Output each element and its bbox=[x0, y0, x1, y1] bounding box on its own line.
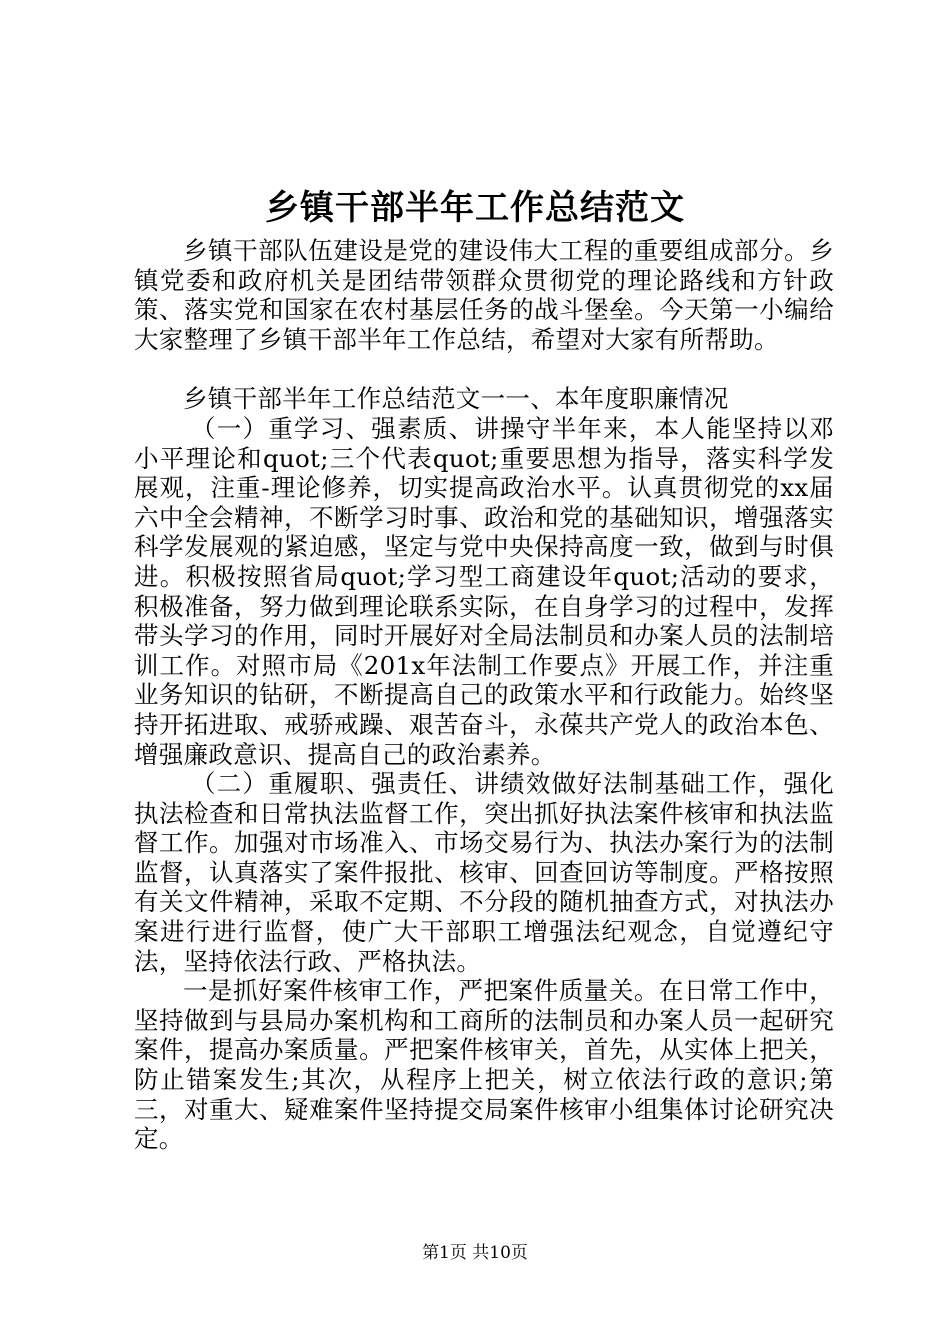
body-paragraph-3: 一是抓好案件核审工作，严把案件质量关。在日常工作中，坚持做到与县局办案机构和工商所的法制员和办案人员一起研究案件，提高办案质量。严把案件核审关，首先，从实体上把关，防止错案发生;其次，从程序上把关，树立依法行政的意识;第三，对重大、疑难案件坚持提交局案件核审小组集体讨论研究决定。 bbox=[134, 976, 834, 1154]
body-paragraph-1: （一）重学习、强素质、讲操守半年来，本人能坚持以邓小平理论和quot;三个代表quot;重要思想为指导，落实科学发展观，注重-理论修养，切实提高政治水平。认真贯彻党的xx届六中全会精神，不断学习时事、政治和党的基础知识，增强落实科学发展观的紧迫感，坚定与党中央保持高度一致，做到与时俱进。积极按照省局quot;学习型工商建设年quot;活动的要求，积极准备，努力做到理论联系实际，在自身学习的过程中，发挥带头学习的作用，同时开展好对全局法制员和办案人员的法制培训工作。对照市局《201x年法制工作要点》开展工作，并注重业务知识的钻研，不断提高自己的政策水平和行政能力。始终坚持开拓进取、戒骄戒躁、艰苦奋斗，永葆共产党人的政治本色、增强廉政意识、提高自己的政治素养。 bbox=[134, 413, 834, 769]
document-body bbox=[134, 236, 834, 1154]
intro-paragraph: 乡镇干部队伍建设是党的建设伟大工程的重要组成部分。乡镇党委和政府机关是团结带领群众贯彻党的理论路线和方针政策、落实党和国家在农村基层任务的战斗堡垒。今天第一小编给大家整理了乡镇干部半年工作总结，希望对大家有所帮助。 bbox=[134, 236, 834, 354]
document-title: 乡镇干部半年工作总结范文 bbox=[265, 188, 685, 228]
page-footer: 第1页 共10页 bbox=[422, 1243, 528, 1263]
body-paragraph-2: （二）重履职、强责任、讲绩效做好法制基础工作，强化执法检查和日常执法监督工作，突出抓好执法案件核审和执法监督工作。加强对市场准入、市场交易行为、执法办案行为的法制监督，认真落实了案件报批、核审、回查回访等制度。严格按照有关文件精神，采取不定期、不分段的随机抽查方式，对执法办案进行进行监督，使广大干部职工增强法纪观念，自觉遵纪守法，坚持依法行政、严格执法。 bbox=[134, 769, 834, 976]
section-heading: 乡镇干部半年工作总结范文一一、本年度职廉情况 bbox=[183, 384, 729, 414]
